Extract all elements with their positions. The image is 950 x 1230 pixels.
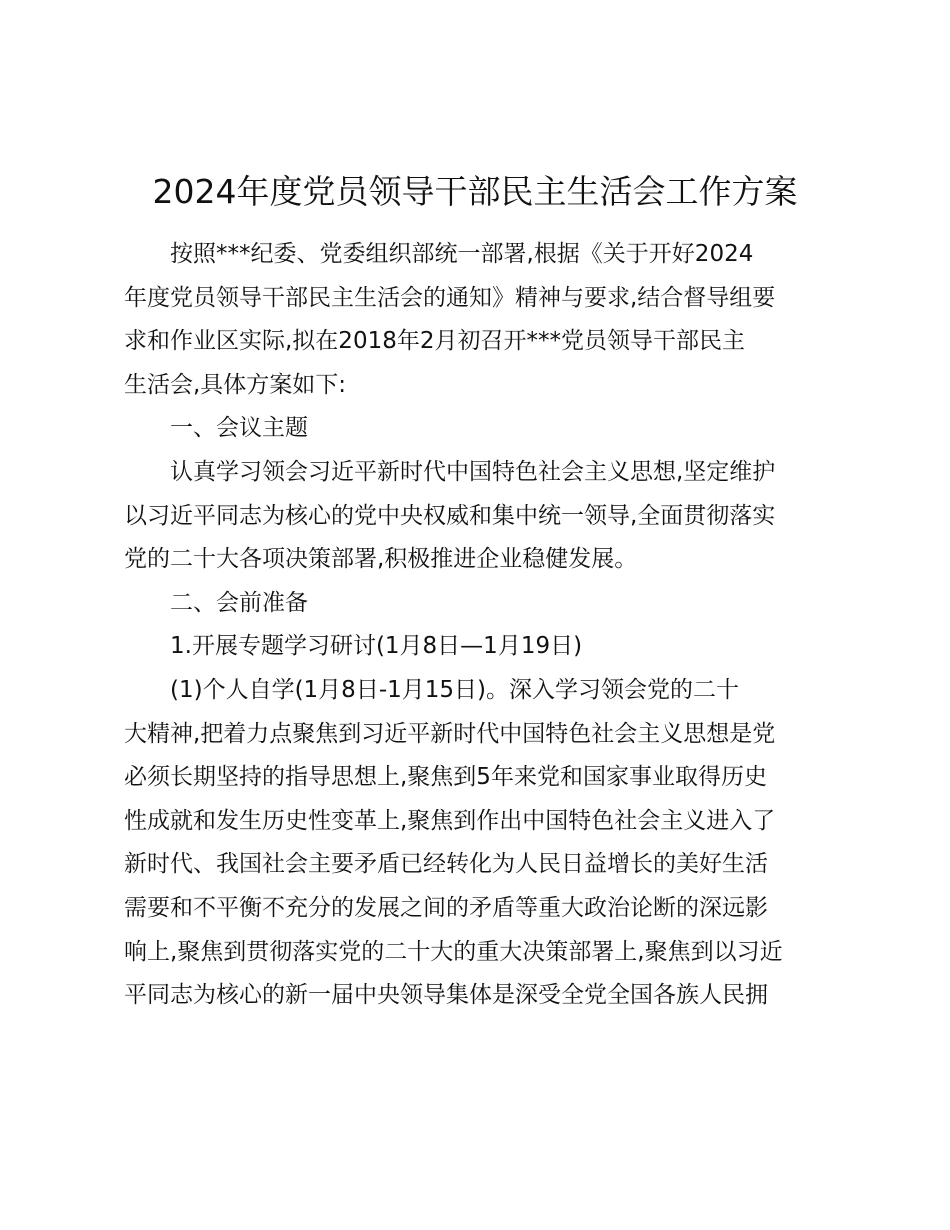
item-heading-study — [124, 625, 836, 669]
text-line: 求和作业区实际,拟在2018年2月初召开***党员领导干部民主 — [124, 328, 745, 355]
theme-paragraph — [124, 451, 836, 582]
text-line: 认真学习领会习近平新时代中国特色社会主义思想,坚定维护 — [170, 459, 776, 485]
section-heading-preparation — [124, 582, 836, 626]
text-line: (1)个人自学(1月8日-1月15日)。深入学习领会党的二十 — [170, 677, 739, 703]
text-line: 需要和不平衡不充分的发展之间的矛盾等重大政治论断的深远影 — [124, 894, 768, 921]
text-line: 按照***纪委、党委组织部统一部署,根据《关于开好2024 — [170, 241, 754, 267]
text-line: 年度党员领导干部民主生活会的通知》精神与要求,结合督导组要 — [124, 284, 776, 311]
section-heading-text: 一、会议主题 — [170, 415, 308, 441]
text-line: 大精神,把着力点聚焦到习近平新时代中国特色社会主义思想是党 — [124, 720, 776, 747]
section-heading-theme — [124, 407, 836, 451]
text-line: 党的二十大各项决策部署,积极推进企业稳健发展。 — [124, 546, 638, 573]
text-line: 以习近平同志为核心的党中央权威和集中统一领导,全面贯彻落实 — [124, 502, 776, 529]
intro-paragraph — [124, 233, 836, 407]
self-study-paragraph — [124, 669, 836, 1018]
text-line: 生活会,具体方案如下: — [124, 371, 347, 398]
item-heading-text: 1.开展专题学习研讨(1月8日—1月19日) — [170, 633, 583, 659]
section-heading-text: 二、会前准备 — [170, 590, 308, 616]
text-line: 平同志为核心的新一届中央领导集体是深受全党全国各族人民拥 — [124, 982, 768, 1009]
text-line: 新时代、我国社会主要矛盾已经转化为人民日益增长的美好生活 — [124, 851, 768, 878]
text-line: 性成就和发生历史性变革上,聚焦到作出中国特色社会主义进入了 — [124, 807, 776, 834]
text-line: 响上,聚焦到贯彻落实党的二十大的重大决策部署上,聚焦到以习近 — [124, 938, 783, 965]
document-title: 2024年度党员领导干部民主生活会工作方案 — [152, 172, 798, 211]
text-line: 必须长期坚持的指导思想上,聚焦到5年来党和国家事业取得历史 — [124, 764, 767, 791]
